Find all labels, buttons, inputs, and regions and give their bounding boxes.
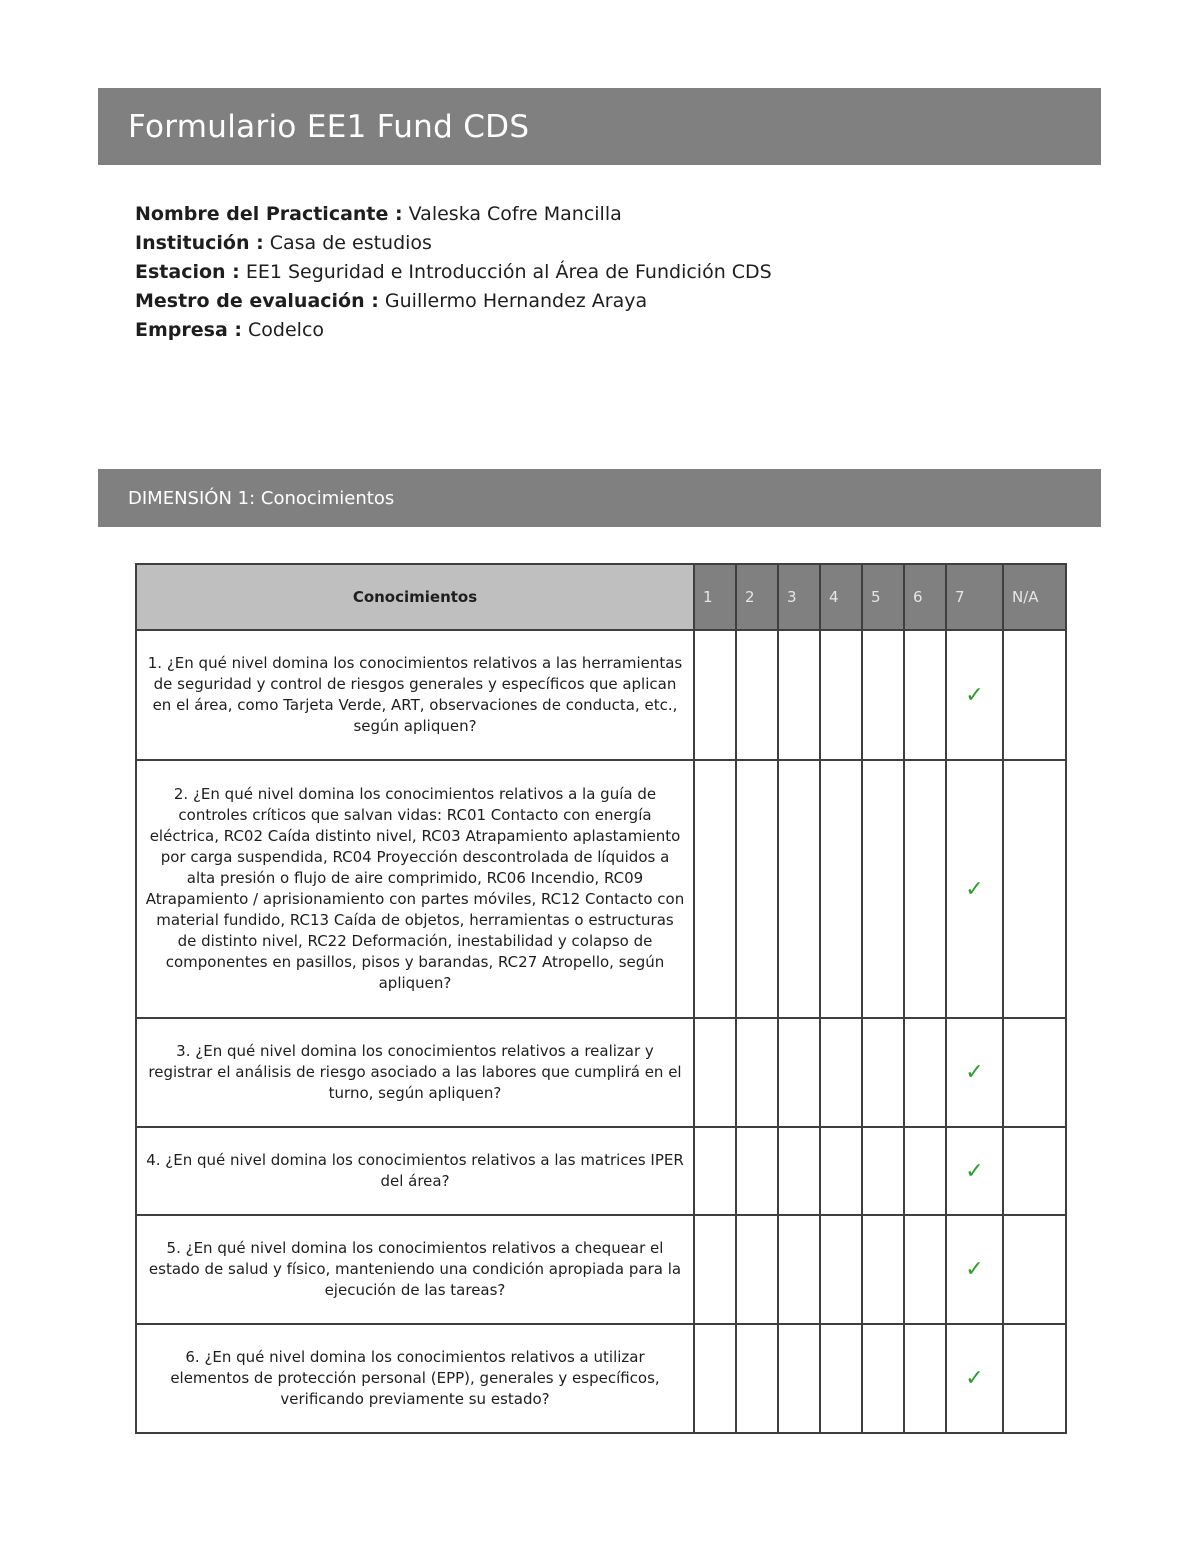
column-header-6: 6 bbox=[904, 564, 946, 630]
info-label: Estacion : bbox=[135, 261, 240, 283]
rating-cell-7[interactable] bbox=[946, 760, 1003, 1018]
info-label: Mestro de evaluación : bbox=[135, 290, 379, 312]
info-row-estacion bbox=[135, 258, 772, 287]
rating-cell-6[interactable] bbox=[904, 1127, 946, 1215]
rating-cell-1[interactable] bbox=[694, 760, 736, 1018]
info-value: EE1 Seguridad e Introducción al Área de Fundición CDS bbox=[245, 261, 772, 283]
rating-cell-4[interactable] bbox=[820, 1018, 862, 1127]
check-icon: ✓ bbox=[965, 1060, 984, 1085]
rating-cell-3[interactable] bbox=[778, 1018, 820, 1127]
rating-cell-1[interactable] bbox=[694, 1127, 736, 1215]
rating-cell-1[interactable] bbox=[694, 630, 736, 760]
rating-cell-2[interactable] bbox=[736, 630, 778, 760]
rating-cell-3[interactable] bbox=[778, 760, 820, 1018]
info-value: Guillermo Hernandez Araya bbox=[384, 290, 648, 312]
rating-cell-2[interactable] bbox=[736, 1127, 778, 1215]
table-row bbox=[136, 760, 1066, 1018]
rating-cell-1[interactable] bbox=[694, 1324, 736, 1433]
form-title: Formulario EE1 Fund CDS bbox=[128, 108, 530, 145]
info-row-practicante bbox=[135, 200, 772, 229]
rating-cell-4[interactable] bbox=[820, 1215, 862, 1324]
info-label: Institución : bbox=[135, 232, 264, 254]
dimension-prefix: DIMENSIÓN 1 bbox=[128, 487, 250, 509]
dimension-section-header bbox=[98, 469, 1101, 527]
question-text: 6. ¿En qué nivel domina los conocimientos relativos a utilizar elementos de protección personal (EPP), generales y específicos, verificando previamente su estado? bbox=[136, 1324, 694, 1433]
column-header-7: 7 bbox=[946, 564, 1003, 630]
rating-cell-5[interactable] bbox=[862, 760, 904, 1018]
rating-cell-1[interactable] bbox=[694, 1018, 736, 1127]
info-value: Codelco bbox=[248, 319, 325, 341]
info-label: Empresa : bbox=[135, 319, 242, 341]
rating-cell-na[interactable] bbox=[1003, 630, 1066, 760]
table-row bbox=[136, 1127, 1066, 1215]
rating-cell-7[interactable] bbox=[946, 1324, 1003, 1433]
rating-cell-4[interactable] bbox=[820, 630, 862, 760]
column-header-5: 5 bbox=[862, 564, 904, 630]
dimension-separator: : bbox=[249, 487, 261, 509]
check-icon: ✓ bbox=[965, 682, 984, 708]
column-header-na: N/A bbox=[1003, 564, 1066, 630]
info-row-maestro bbox=[135, 287, 772, 316]
rating-cell-5[interactable] bbox=[862, 630, 904, 760]
rating-cell-3[interactable] bbox=[778, 1324, 820, 1433]
rating-cell-6[interactable] bbox=[904, 1018, 946, 1127]
rating-cell-7[interactable] bbox=[946, 630, 1003, 760]
question-text: 2. ¿En qué nivel domina los conocimientos relativos a la guía de controles críticos que salvan vidas: RC01 Contacto con energía eléctrica, RC02 Caída distinto nivel, RC03 Atrapamiento aplastamiento por carga suspendida, RC04 Proyección descontrolada de líquidos a alta presión o flujo de aire comprimido, RC06 Incendio, RC09 Atrapamiento / aprisionamiento con partes móviles, RC12 Contacto con material fundido, RC13 Caída de objetos, herramientas o estructuras de distinto nivel, RC22 Deformación, inestabilidad y colapso de componentes en pasillos, pisos y barandas, RC27 Atropello, según apliquen? bbox=[136, 760, 694, 1018]
rating-cell-5[interactable] bbox=[862, 1324, 904, 1433]
rating-cell-7[interactable] bbox=[946, 1215, 1003, 1324]
rating-cell-5[interactable] bbox=[862, 1215, 904, 1324]
check-icon: ✓ bbox=[965, 1366, 984, 1391]
table-body bbox=[136, 630, 1066, 1433]
rating-cell-na[interactable] bbox=[1003, 1127, 1066, 1215]
rating-cell-4[interactable] bbox=[820, 760, 862, 1018]
rating-cell-5[interactable] bbox=[862, 1018, 904, 1127]
rating-cell-7[interactable] bbox=[946, 1127, 1003, 1215]
table-row bbox=[136, 1215, 1066, 1324]
practicante-info bbox=[135, 200, 772, 345]
rating-cell-2[interactable] bbox=[736, 1018, 778, 1127]
column-header-2: 2 bbox=[736, 564, 778, 630]
column-header-3: 3 bbox=[778, 564, 820, 630]
column-header-conocimientos: Conocimientos bbox=[136, 564, 694, 630]
question-text: 5. ¿En qué nivel domina los conocimientos relativos a chequear el estado de salud y físico, manteniendo una condición apropiada para la ejecución de las tareas? bbox=[136, 1215, 694, 1324]
rating-cell-3[interactable] bbox=[778, 1215, 820, 1324]
dimension-name: Conocimientos bbox=[260, 487, 395, 509]
info-label: Nombre del Practicante : bbox=[135, 203, 403, 225]
table-row bbox=[136, 1018, 1066, 1127]
rating-cell-na[interactable] bbox=[1003, 760, 1066, 1018]
info-value: Valeska Cofre Mancilla bbox=[408, 203, 622, 225]
check-icon: ✓ bbox=[965, 876, 984, 902]
rating-cell-6[interactable] bbox=[904, 760, 946, 1018]
rating-cell-2[interactable] bbox=[736, 1215, 778, 1324]
info-value: Casa de estudios bbox=[269, 232, 432, 254]
question-text: 3. ¿En qué nivel domina los conocimientos relativos a realizar y registrar el análisis de riesgo asociado a las labores que cumplirá en el turno, según apliquen? bbox=[136, 1018, 694, 1127]
rating-cell-3[interactable] bbox=[778, 1127, 820, 1215]
rating-cell-4[interactable] bbox=[820, 1324, 862, 1433]
form-title-bar bbox=[98, 88, 1101, 165]
check-icon: ✓ bbox=[965, 1257, 984, 1282]
rating-cell-2[interactable] bbox=[736, 760, 778, 1018]
check-icon: ✓ bbox=[965, 1158, 984, 1184]
rating-cell-3[interactable] bbox=[778, 630, 820, 760]
rating-cell-na[interactable] bbox=[1003, 1324, 1066, 1433]
info-row-institucion bbox=[135, 229, 772, 258]
question-text: 4. ¿En qué nivel domina los conocimientos relativos a las matrices IPER del área? bbox=[136, 1127, 694, 1215]
column-header-1: 1 bbox=[694, 564, 736, 630]
rating-cell-6[interactable] bbox=[904, 1215, 946, 1324]
rating-cell-7[interactable] bbox=[946, 1018, 1003, 1127]
rating-cell-2[interactable] bbox=[736, 1324, 778, 1433]
rating-cell-6[interactable] bbox=[904, 1324, 946, 1433]
column-header-4: 4 bbox=[820, 564, 862, 630]
table-header-row bbox=[136, 564, 1066, 630]
rating-cell-5[interactable] bbox=[862, 1127, 904, 1215]
table-row bbox=[136, 630, 1066, 760]
rating-cell-na[interactable] bbox=[1003, 1018, 1066, 1127]
table-row bbox=[136, 1324, 1066, 1433]
info-row-empresa bbox=[135, 316, 772, 345]
rating-cell-1[interactable] bbox=[694, 1215, 736, 1324]
rating-cell-6[interactable] bbox=[904, 630, 946, 760]
rating-cell-na[interactable] bbox=[1003, 1215, 1066, 1324]
rating-cell-4[interactable] bbox=[820, 1127, 862, 1215]
evaluation-table bbox=[135, 563, 1067, 1434]
question-text: 1. ¿En qué nivel domina los conocimientos relativos a las herramientas de seguridad y control de riesgos generales y específicos que aplican en el área, como Tarjeta Verde, ART, observaciones de conducta, etc., según apliquen? bbox=[136, 630, 694, 760]
